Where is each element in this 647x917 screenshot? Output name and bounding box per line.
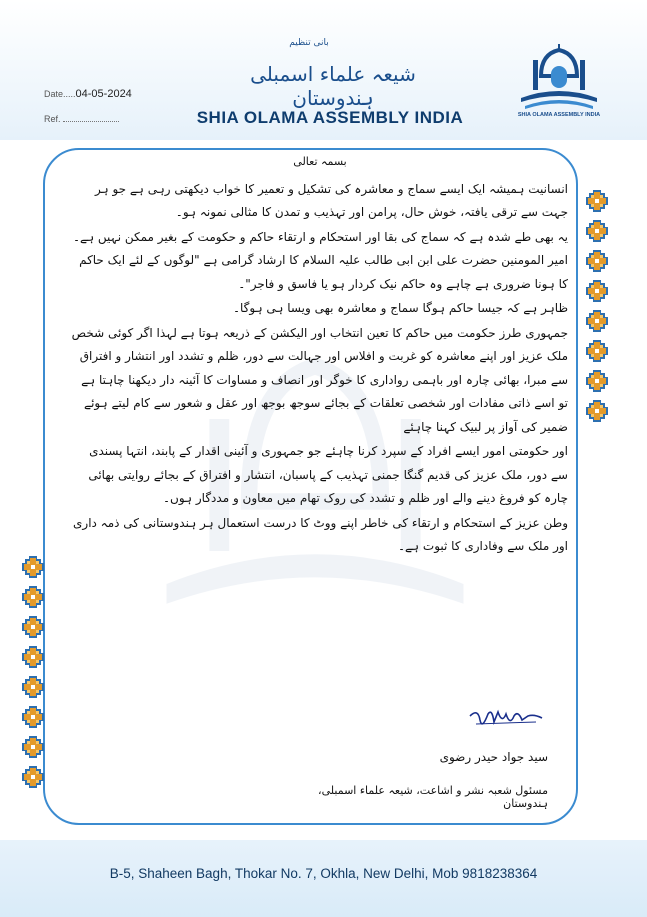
ornament-icon <box>586 310 608 332</box>
ornament-icon <box>586 220 608 242</box>
ornament-icon <box>22 556 44 578</box>
date-label: Date <box>44 89 64 99</box>
ref-label: Ref <box>44 114 59 124</box>
urdu-org-name: شیعہ علماء اسمبلی ہندوستان <box>250 62 416 110</box>
ornament-icon <box>22 676 44 698</box>
ornament-icon <box>22 736 44 758</box>
paragraph: ظاہر ہے کہ جیسا حاکم ہوگا سماج و معاشرہ بھی ویسا ہی ہوگا۔ <box>232 301 568 315</box>
logo-tagline: بانی تنظیم <box>289 38 329 48</box>
paragraph: جمہوری طرز حکومت میں حاکم کا تعین انتخاب اور الیکشن کے ذریعہ ہوتا ہے لہذا اگر کوئی شخص ملک عزیز اور اپنے معاشرہ کو غربت و افلاس اور جہالت سے دور، ظلم و تشدد اور انتشار و افتراق سے مبرا، بھائی چارہ اور باہمی رواداری کا خوگر اور انصاف و مساوات کا آئینہ دار دیکھنا چاہتا ہے تو اسے ذاتی مفادات اور شخصی تعلقات کے بجائے سوجھ بوجھ اور عقل و شعور سے کام لیتے ہوئے ضمیر کی آواز پر لبیک کہنا چاہئے <box>71 325 568 434</box>
ornament-icon <box>586 250 608 272</box>
paragraph: انسانیت ہمیشہ ایک ایسے سماج و معاشرہ کی تشکیل و تعمیر کا خواب دیکھتی رہی ہے جو ہر جہت سے ترقی یافتہ، خوش حال، پرامن اور تہذیب و تمدن کا مثالی نمونہ ہو۔ <box>95 181 568 219</box>
signature-scribble <box>466 706 546 736</box>
ref-rule <box>63 121 119 122</box>
ornament-icon <box>586 400 608 422</box>
paragraph: وطن عزیز کے استحکام و ارتقاء کی خاطر اپنے ووٹ کا درست استعمال ہر ہندوستانی کی ذمہ داری اور ملک سے وفاداری کا ثبوت ہے۔ <box>73 515 568 553</box>
ornament-icon <box>586 370 608 392</box>
signatory-name: سید جواد حیدر رضوی <box>439 750 548 764</box>
emblem-caption: SHIA OLAMA ASSEMBLY INDIA <box>517 112 601 118</box>
ornament-icon <box>22 646 44 668</box>
ornament-icon <box>22 766 44 788</box>
footer-address: B-5, Shaheen Bagh, Thokar No. 7, Okhla, New Delhi, Mob 9818238364 <box>109 866 538 881</box>
paragraph: اور حکومتی امور ایسے افراد کے سپرد کرنا چاہئے جو جمہوری و آئینی اقدار کے پابند، انتہا پسندی سے دور، ملک عزیز کی قدیم گنگا جمنی تہذیب کے پاسبان، انتشار و افتراق کے بجائے روایتی بھائی چارہ کو فروغ دینے والے اور ظلم و تشدد کی روک تھام میں معاون و مددگار ہوں۔ <box>88 444 568 505</box>
letter-heading: بسمہ تعالی <box>293 155 347 168</box>
ornament-icon <box>22 706 44 728</box>
date-line: Date.....04-05-2024 <box>44 88 132 100</box>
ornament-icon <box>586 190 608 212</box>
ornament-icon <box>586 340 608 362</box>
signatory-title: مسئول شعبہ نشر و اشاعت، شیعہ علماء اسمبلی، ہندوستان <box>318 784 548 810</box>
letter-body <box>70 150 570 560</box>
english-org-name: SHIA OLAMA ASSEMBLY INDIA <box>196 108 464 127</box>
ornament-icon <box>586 280 608 302</box>
ref-line: Ref. <box>44 114 119 124</box>
ornament-icon <box>22 616 44 638</box>
ornament-icon <box>22 586 44 608</box>
paragraph: یہ بھی طے شدہ ہے کہ سماج کی بقا اور استحکام و ارتقاء حاکم و حکومت کے بغیر ممکن نہیں ہے۔ امیر المومنین حضرت علی ابن ابی طالب علیہ السلام کا ارشاد گرامی ہے "لوگوں کے لئے ایک حاکم کا ہونا ضروری ہے چاہے وہ حاکم نیک کردار ہو یا فاسق و فاجر"۔ <box>73 229 568 291</box>
date-value: 04-05-2024 <box>75 88 132 100</box>
